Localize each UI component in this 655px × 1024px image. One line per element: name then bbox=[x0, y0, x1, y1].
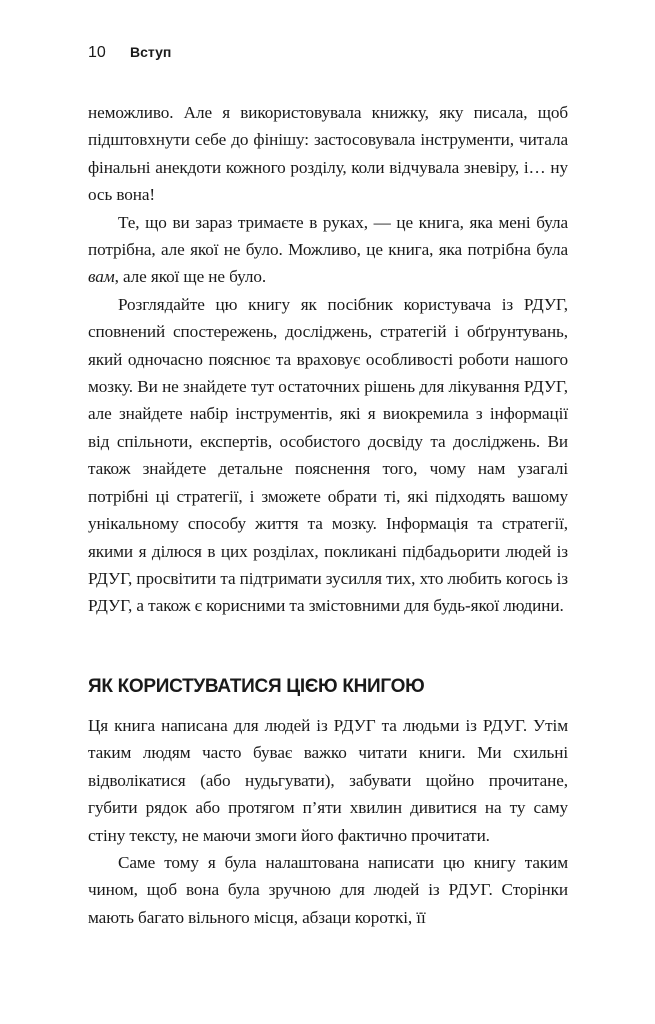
paragraph: Ця книга написана для людей із РДУГ та людьми із РДУГ. Утім таким людям часто буває важко читати книги. Ми схильні відволікатися (або нудьгувати), забувати щойно прочитане, губити рядок або протягом п’яти хвилин дивитися на ту саму стіну тексту, не маючи змоги його фактично прочитати. bbox=[88, 716, 568, 845]
section-text-block bbox=[88, 712, 568, 931]
page-number: 10 bbox=[88, 44, 106, 61]
paragraph: Розглядайте цю книгу як посібник користувача із РДУГ, сповнений спостережень, досліджень, стратегій і обґрунтувань, який одночасно пояснює та враховує особливості роботи нашого мозку. Ви не знайдете тут остаточних рішень для лікування РДУГ, але знайдете набір інструментів, які я виокремила з інформації від спільноти, експертів, особистого досвіду та досліджень. Ви також знайдете детальне пояснення того, чому нам узагалі потрібні ці стратегії, і зможете обрати ті, які підходять вашому унікальному способу життя та мозку. Інформація та стратегії, якими я ділюся в цих розділах, покликані підбадьорити людей із РДУГ, просвітити та підтримати зусилля тих, хто любить когось із РДУГ, а також є корисними та змістовними для будь-якої людини. bbox=[88, 294, 568, 616]
paragraph bbox=[88, 209, 568, 291]
running-head-section: Вступ bbox=[130, 44, 172, 60]
emphasis-text: вам bbox=[88, 267, 115, 287]
paragraph-text: , але якої ще не було. bbox=[114, 267, 267, 287]
intro-text-block bbox=[88, 99, 568, 620]
paragraph-text: Те, що ви зараз тримаєте в руках, — це книга, яка мені була потрібна, але якої не було. Можливо, це книга, яка потрібна була bbox=[88, 212, 568, 260]
paragraph: Саме тому я була налаштована написати цю книгу таким чином, щоб вона була зручною для людей із РДУГ. Сторінки мають багато вільного місця, абзаци короткі, її bbox=[88, 853, 568, 927]
paragraph-continuation: неможливо. Але я використовувала книжку, яку писала, щоб підштовхнути себе до фінішу: застосовувала інструменти, читала фінальні анекдоти кожного розділу, коли відчувала зневіру, і… ну ось вона! bbox=[88, 103, 568, 205]
running-head bbox=[88, 44, 171, 64]
section-heading: ЯК КОРИСТУВАТИСЯ ЦІЄЮ КНИГОЮ bbox=[88, 676, 425, 697]
